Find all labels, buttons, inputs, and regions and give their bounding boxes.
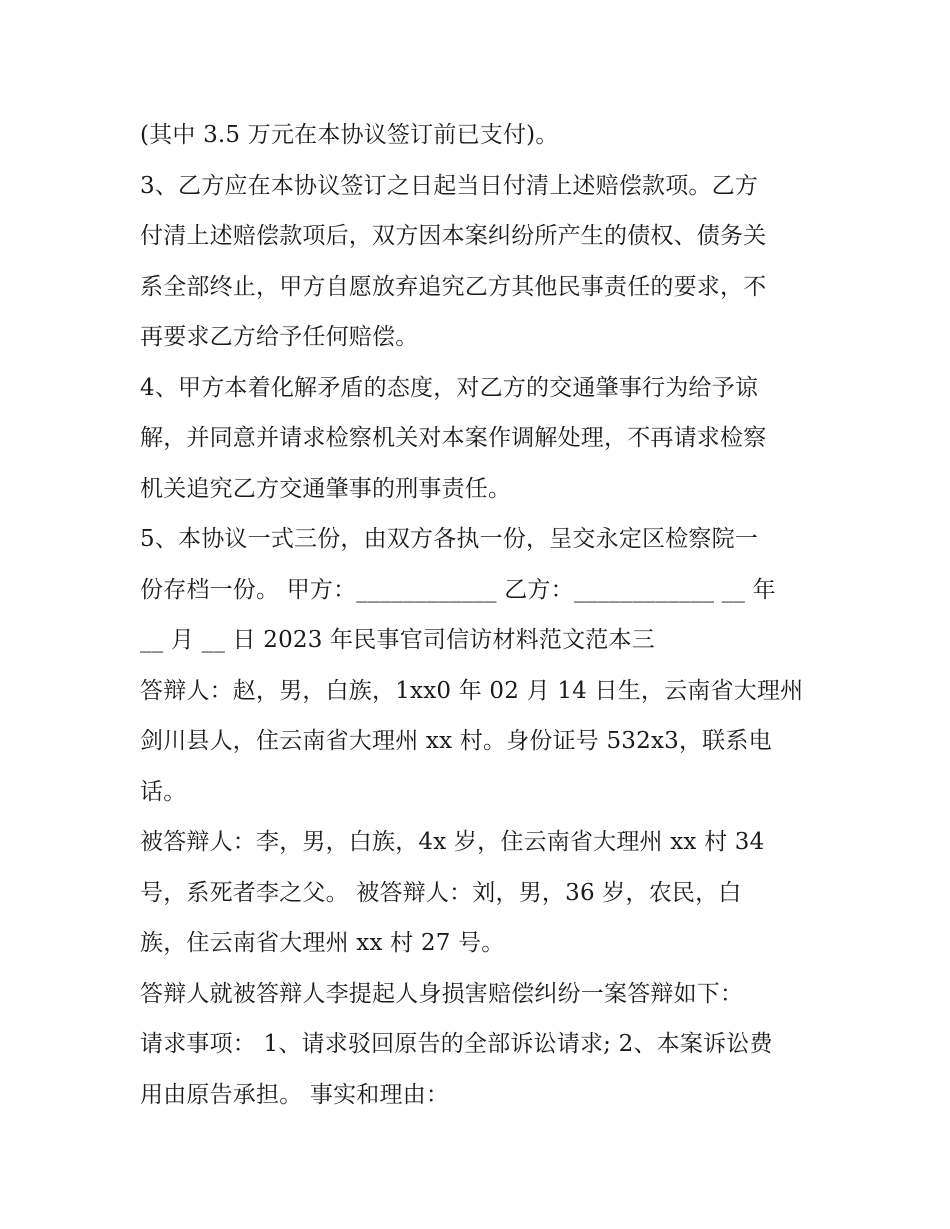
text-line: 剑川县人，住云南省大理州 xx 村。身份证号 532x3，联系电 bbox=[140, 728, 772, 754]
text-line: 答辩人：赵，男，白族，1xx0 年 02 月 14 日生，云南省大理州 bbox=[140, 677, 804, 704]
text-line: 号，系死者李之父。 被答辩人：刘，男，36 岁，农民，白 bbox=[140, 879, 742, 906]
document-body bbox=[140, 110, 820, 1120]
text-line: 3、乙方应在本协议签订之日起当日付清上述赔偿款项。乙方 bbox=[140, 172, 759, 199]
text-line: 再要求乙方给予任何赔偿。 bbox=[140, 324, 419, 350]
text-line: (其中 3.5 万元在本协议签订前已支付)。 bbox=[140, 122, 559, 148]
text-line: 4、甲方本着化解矛盾的态度，对乙方的交通肇事行为给予谅 bbox=[140, 374, 759, 401]
text-line: 系全部终止，甲方自愿放弃追究乙方其他民事责任的要求，不 bbox=[140, 273, 767, 300]
text-line: 话。 bbox=[140, 778, 187, 805]
text-line: 答辩人就被答辩人李提起人身损害赔偿纠纷一案答辩如下： bbox=[140, 980, 744, 1007]
text-line: 付清上述赔偿款项后，双方因本案纠纷所产生的债权、债务关 bbox=[140, 223, 767, 249]
text-line: 用由原告承担。 事实和理由： bbox=[140, 1081, 450, 1108]
text-line: 请求事项： 1、请求驳回原告的全部诉讼请求; 2、本案诉讼费 bbox=[140, 1031, 773, 1057]
text-line: 机关追究乙方交通肇事的刑事责任。 bbox=[140, 475, 512, 502]
text-line: __ 月 __ 日 2023 年民事官司信访材料范文范本三 bbox=[140, 627, 655, 653]
text-line: 解，并同意并请求检察机关对本案作调解处理，不再请求检察 bbox=[140, 425, 767, 451]
text-line: 份存档一份。 甲方：____________ 乙方：____________ __ 年 bbox=[140, 576, 776, 603]
text-line: 族，住云南省大理州 xx 村 27 号。 bbox=[140, 930, 505, 956]
text-line: 5、本协议一式三份，由双方各执一份，呈交永定区检察院一 bbox=[140, 526, 759, 552]
text-line: 被答辩人：李，男，白族，4x 岁，住云南省大理州 xx 村 34 bbox=[140, 829, 765, 855]
